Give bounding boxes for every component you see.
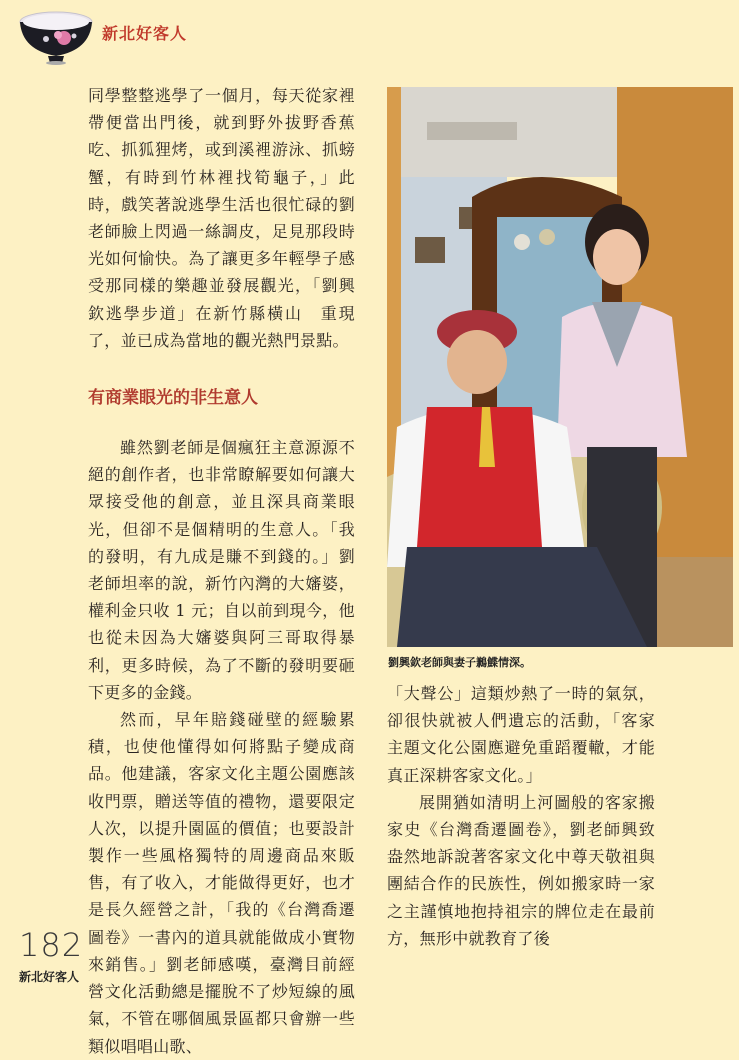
left-column	[88, 82, 355, 1060]
paragraph: 同學整整逃學了一個月，每天從家裡帶便當出門後，就到野外拔野香蕉吃、抓狐狸烤，或到溪裡游泳、抓螃蟹，有時到竹林裡找筍龜子，」此時，戲笑著說逃學生活也很忙碌的劉老師臉上閃過一絲調皮，足見那段時光如何愉快。為了讓更多年輕學子感受那同樣的樂趣並發展觀光，「劉興欽逃學步道」在新竹縣橫山 重現了，並已成為當地的觀光熱門景點。	[88, 86, 355, 350]
paragraph: 展開猶如清明上河圖般的客家搬家史《台灣喬遷圖卷》，劉老師興致盎然地訴說著客家文化中尊天敬祖與團結合作的民族性，例如搬家時一家之主謹慎地抱持祖宗的牌位走在最前方，無形中就教育了後	[387, 792, 655, 948]
paragraph: 雖然劉老師是個瘋狂主意源源不絕的創作者，也非常瞭解要如何讓大眾接受他的創意，並且深具商業眼光，但卻不是個精明的生意人。「我的發明，有九成是賺不到錢的。」劉老師坦率的說，新竹內灣的大嬸婆，權利金只收 1 元；自以前到現今，他也從未因為大嬸婆與阿三哥取得暴利，更多時候，為了不斷的發明要砸下更多的金錢。	[88, 438, 355, 702]
section-heading: 有商業眼光的非生意人	[88, 388, 258, 409]
paragraph: 然而，早年賠錢碰壁的經驗累積，也使他懂得如何將點子變成商品。他建議，客家文化主題公園應該收門票，贈送等值的禮物，還要限定人次，以提升園區的價值；也要設計製作一些風格獨特的周邊商品來販售，有了收入，才能做得更好，也才是長久經營之計，「我的《台灣喬遷圖卷》一書內的道具就能做成小實物來銷售。」劉老師感嘆，臺灣目前經營文化活動總是擺脫不了炒短線的風氣，不管在哪個風景區都只會辦一些類似唱唱山歌、	[88, 710, 355, 1056]
page-number: 182	[19, 926, 84, 964]
right-column	[387, 680, 655, 952]
paragraph: 「大聲公」這類炒熱了一時的氣氛，卻很快就被人們遺忘的活動，「客家主題文化公園應避免重蹈覆轍，才能真正深耕客家文化。」	[387, 684, 655, 785]
photo-caption: 劉興欽老師與妻子鶼鰈情深。	[388, 656, 531, 669]
header-title: 新北好客人	[102, 24, 188, 43]
footer-title: 新北好客人	[19, 970, 80, 984]
photo-couple	[387, 87, 733, 647]
header-bowl-logo	[18, 8, 94, 66]
